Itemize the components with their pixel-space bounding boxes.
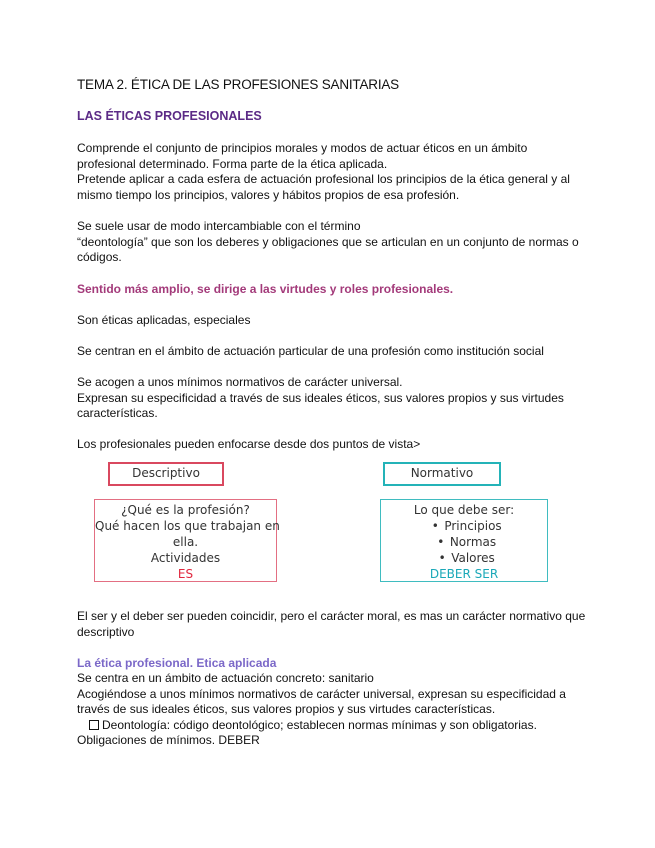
text-line: características.: [77, 406, 158, 420]
text-line: descriptivo: [77, 624, 135, 639]
descriptivo-line: ella.: [172, 535, 199, 549]
bullet-text: Normas: [449, 535, 497, 549]
subheading-sentido-amplio: Sentido más amplio, se dirige a las virtudes y roles profesionales.: [77, 282, 454, 296]
text-line: Expresan su especificidad a través de sus ideales éticos, sus valores propios y sus virtudes: [77, 390, 564, 405]
text-line: Acogiéndose a unos mínimos normativos de carácter universal, expresan su especificidad a: [77, 686, 566, 701]
text-line: Se suele usar de modo intercambiable con el término: [77, 219, 361, 233]
normativo-bullet: [381, 534, 547, 550]
descriptivo-content-box: [94, 499, 280, 582]
descriptivo-line: Qué hacen los que trabajan en: [95, 519, 280, 533]
text-line: Se centra en un ámbito de actuación concreto: sanitario: [77, 671, 374, 685]
bullet-text: Principios: [444, 519, 502, 533]
paragraph-etica-aplicada: [77, 671, 587, 749]
checkbox-icon: [89, 720, 99, 730]
descriptivo-line: Actividades: [150, 551, 221, 565]
text-line: códigos.: [77, 250, 122, 264]
text-line: “deontología” que son los deberes y obligaciones que se articulan en un conjunto de normas o: [77, 234, 579, 249]
normativo-bullet: [381, 518, 547, 534]
paragraph-eticas-aplicadas: Son éticas aplicadas, especiales: [77, 313, 251, 327]
text-line: Se acogen a unos mínimos normativos de carácter universal.: [77, 375, 403, 389]
bullet-dot-icon: •: [431, 519, 439, 533]
text-line: Pretende aplicar a cada esfera de actuación profesional los principios de la ética general y al: [77, 172, 570, 186]
paragraph-deontologia: [77, 219, 587, 266]
paragraph-conjunto-principios: [77, 141, 587, 203]
paragraph-puntos-de-vista: Los profesionales pueden enfocarse desde dos puntos de vista>: [77, 437, 421, 451]
bullet-dot-icon: •: [437, 535, 445, 549]
page-title: TEMA 2. ÉTICA DE LAS PROFESIONES SANITARIAS: [77, 77, 399, 92]
section-heading-eticas-profesionales: LAS ÉTICAS PROFESIONALES: [77, 109, 262, 123]
text-line: través de sus ideales éticos, sus valores propios y sus virtudes características.: [77, 702, 496, 716]
paragraph-minimos-normativos: [77, 375, 587, 422]
text-line: Comprende el conjunto de principios morales y modos de actuar éticos en un ámbito: [77, 141, 528, 155]
normativo-intro: Lo que debe ser:: [413, 503, 515, 517]
text-line: mismo tiempo los principios, valores y hábitos propios de esa profesión.: [77, 187, 460, 202]
section-heading-etica-aplicada: La ética profesional. Etica aplicada: [77, 656, 277, 670]
descriptivo-line: ¿Qué es la profesión?: [121, 503, 250, 517]
descriptivo-label-box: Descriptivo: [108, 462, 224, 486]
paragraph-ser-deber-ser: [77, 609, 587, 640]
text-line: profesional determinado. Forma parte de la ética aplicada.: [77, 156, 388, 171]
normativo-bullet: [381, 550, 547, 566]
bullet-dot-icon: •: [438, 551, 446, 565]
bullet-text: Valores: [451, 551, 495, 565]
text-line: Obligaciones de mínimos. DEBER: [77, 733, 260, 747]
checklist-text: Deontología: código deontológico; establecen normas mínimas y son obligatorias.: [102, 717, 537, 732]
normativo-label-box: Normativo: [383, 462, 501, 486]
checklist-item: [77, 718, 587, 734]
normativo-tag-deber-ser: DEBER SER: [429, 567, 499, 581]
normativo-content-box: [380, 499, 548, 582]
text-line: El ser y el deber ser pueden coincidir, pero el carácter moral, es mas un carácter normativo que: [77, 609, 586, 623]
descriptivo-tag-es: ES: [177, 567, 194, 581]
paragraph-ambito-actuacion: Se centran en el ámbito de actuación particular de una profesión como institución social: [77, 344, 544, 358]
